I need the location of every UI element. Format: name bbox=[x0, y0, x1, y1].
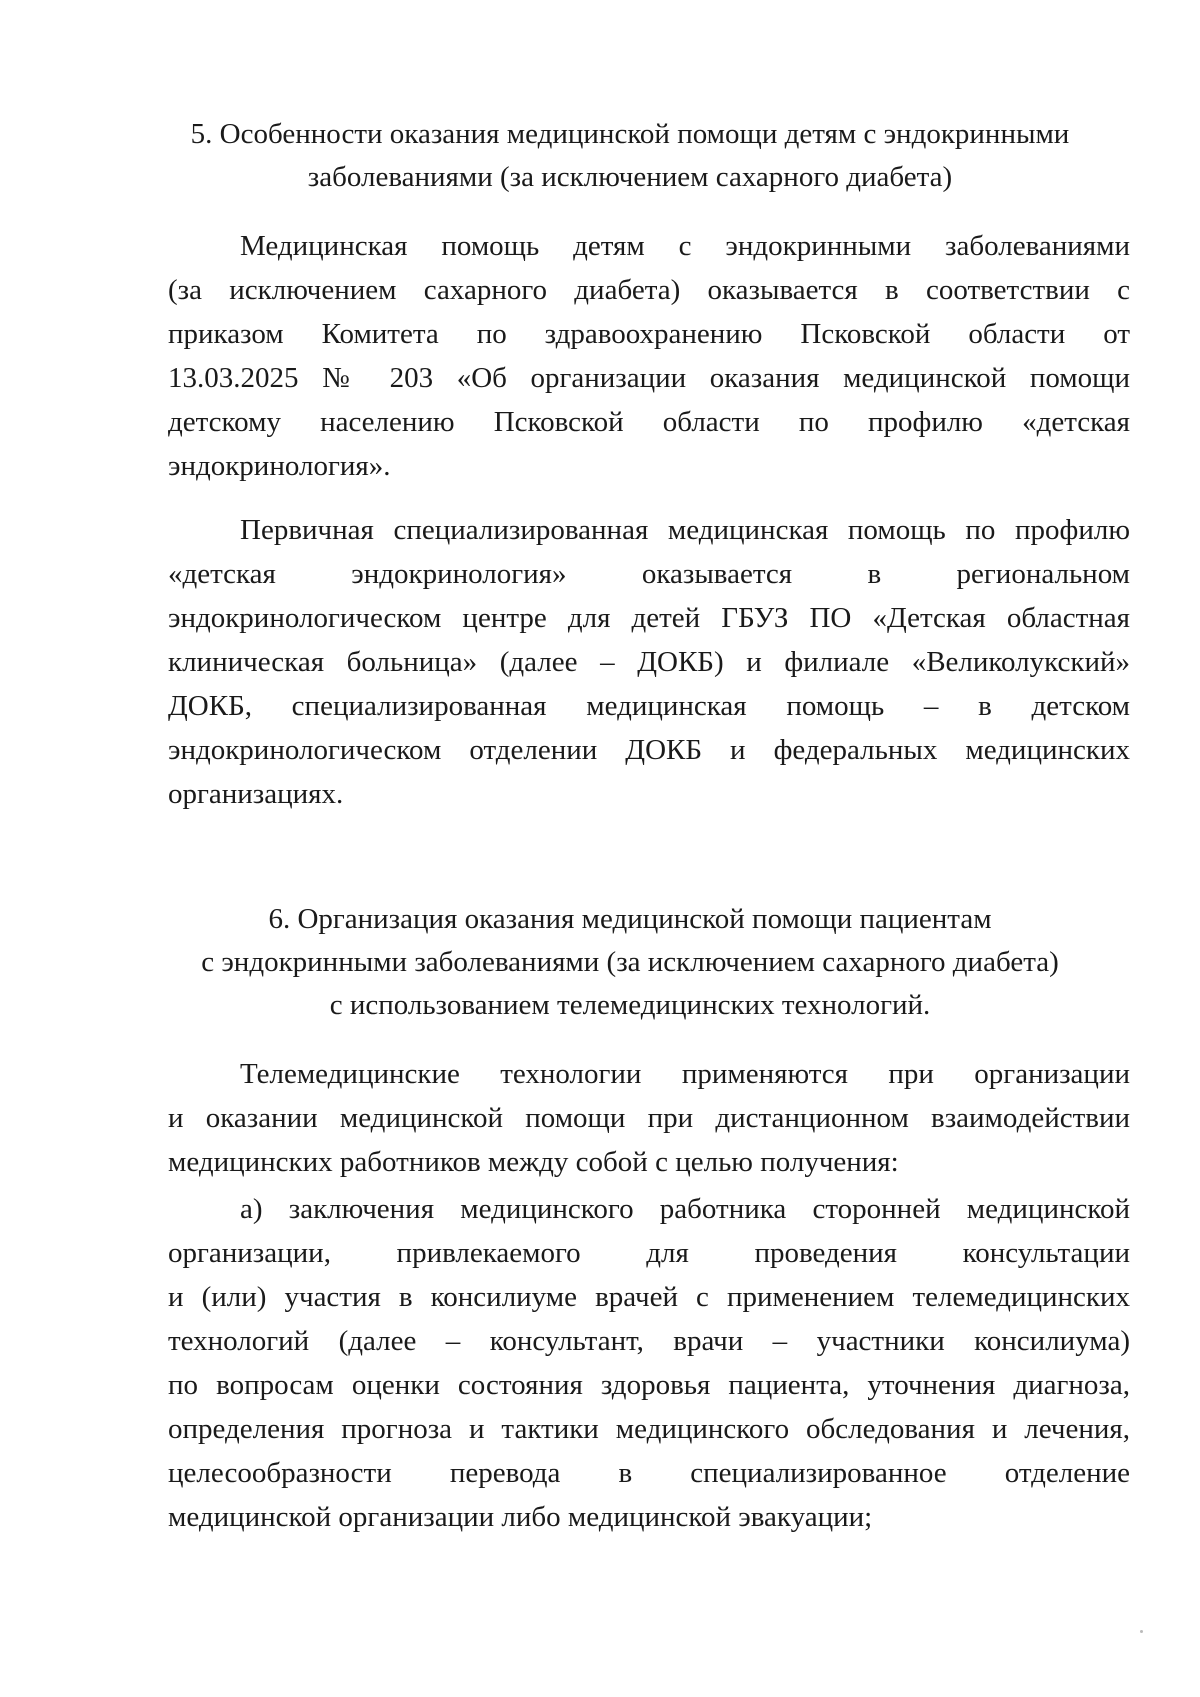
text-line: эндокринологическом отделении ДОКБ и федеральных медицинских bbox=[168, 734, 1130, 766]
text-line: Первичная специализированная медицинская помощь по профилю bbox=[240, 514, 1130, 546]
text-line: эндокринология». bbox=[168, 450, 391, 482]
text-line: технологий (далее – консультант, врачи – участники консилиума) bbox=[168, 1325, 1130, 1357]
text-line: организации, привлекаемого для проведения консультации bbox=[168, 1237, 1130, 1269]
section-5-heading bbox=[160, 113, 1100, 199]
text-line: эндокринологическом центре для детей ГБУЗ ПО «Детская областная bbox=[168, 602, 1130, 634]
section-6-paragraph-2 bbox=[168, 1187, 1130, 1539]
text-line: целесообразности перевода в специализированное отделение bbox=[168, 1457, 1130, 1489]
text-line: ДОКБ, специализированная медицинская помощь – в детском bbox=[168, 690, 1130, 722]
text-line: медицинской организации либо медицинской эвакуации; bbox=[168, 1501, 873, 1533]
section-6-heading-line: с использованием телемедицинских технологий. bbox=[329, 989, 931, 1021]
section-5-paragraph-1 bbox=[168, 224, 1130, 488]
text-line: клиническая больница» (далее – ДОКБ) и филиале «Великолукский» bbox=[168, 646, 1130, 678]
text-line: «детская эндокринология» оказывается в региональном bbox=[168, 558, 1130, 590]
text-line: Телемедицинские технологии применяются при организации bbox=[240, 1058, 1130, 1090]
section-6-heading-line: с эндокринными заболеваниями (за исключением сахарного диабета) bbox=[201, 946, 1059, 978]
section-6-paragraph-1 bbox=[168, 1052, 1130, 1184]
section-5-heading-line: заболеваниями (за исключением сахарного диабета) bbox=[307, 161, 953, 193]
section-6-heading bbox=[160, 898, 1100, 1027]
section-6-heading-line: 6. Организация оказания медицинской помощи пациентам bbox=[268, 903, 992, 935]
section-5-paragraph-2 bbox=[168, 508, 1130, 816]
text-line: по вопросам оценки состояния здоровья пациента, уточнения диагноза, bbox=[168, 1369, 1130, 1401]
text-line: детскому населению Псковской области по профилю «детская bbox=[168, 406, 1130, 438]
scan-speck bbox=[1140, 1630, 1143, 1633]
text-line: определения прогноза и тактики медицинского обследования и лечения, bbox=[168, 1413, 1130, 1445]
section-5-heading-line: 5. Особенности оказания медицинской помощи детям с эндокринными bbox=[190, 118, 1070, 150]
text-line: и (или) участия в консилиуме врачей с применением телемедицинских bbox=[168, 1281, 1130, 1313]
text-line: медицинских работников между собой с целью получения: bbox=[168, 1146, 899, 1178]
text-line: (за исключением сахарного диабета) оказывается в соответствии с bbox=[168, 274, 1130, 306]
text-line: Медицинская помощь детям с эндокринными заболеваниями bbox=[240, 230, 1130, 262]
text-line: а) заключения медицинского работника сторонней медицинской bbox=[240, 1193, 1130, 1225]
text-line: 13.03.2025 № 203 «Об организации оказания медицинской помощи bbox=[168, 362, 1130, 394]
text-line: организациях. bbox=[168, 778, 344, 810]
text-line: приказом Комитета по здравоохранению Псковской области от bbox=[168, 318, 1130, 350]
text-line: и оказании медицинской помощи при дистанционном взаимодействии bbox=[168, 1102, 1130, 1134]
